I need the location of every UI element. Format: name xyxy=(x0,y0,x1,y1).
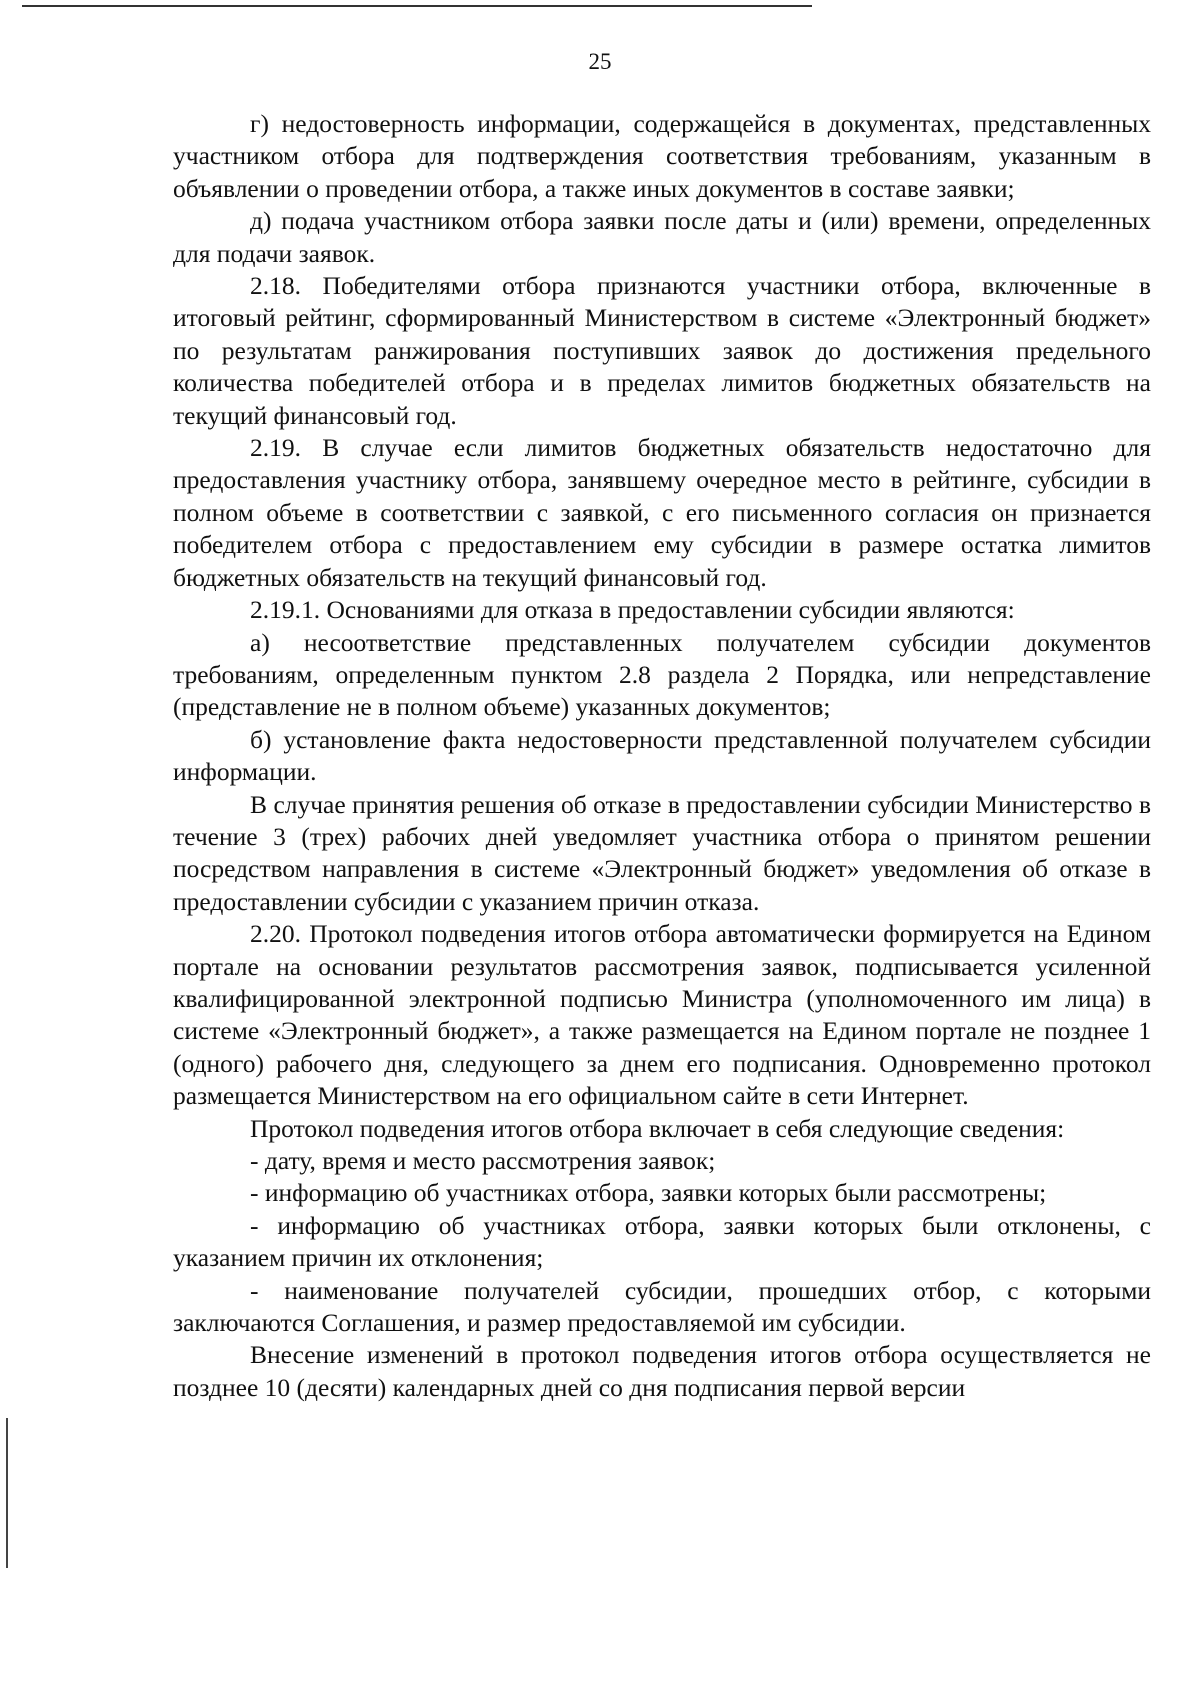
paragraph-2-20: 2.20. Протокол подведения итогов отбора автоматически формируется на Едином портале на основании результатов рассмотрения заявок, подписывается усиленной квалифицированной электронной подписью Министра (уполномоченного им лица) в системе «Электронный бюджет», а также размещается на Едином портале не позднее 1 (одного) рабочего дня, следующего за днем его подписания. Одновременно протокол размещается Министерством на его официальном сайте в сети Интернет. xyxy=(173,919,1151,1111)
left-margin-rule xyxy=(6,1418,8,1568)
paragraph-item-b: б) установление факта недостоверности представленной получателем субсидии информации. xyxy=(173,724,1151,787)
paragraph-item-d: д) подача участником отбора заявки после даты и (или) времени, определенных для подачи заявок. xyxy=(173,206,1151,268)
page-number: 25 xyxy=(588,49,612,74)
paragraph-item-a: а) несоответствие представленных получателем субсидии документов требованиям, определенным пунктом 2.8 раздела 2 Порядка, или непредставление (представление не в полном объеме) указанных документов; xyxy=(173,627,1151,722)
paragraph-2-19-1: 2.19.1. Основаниями для отказа в предоставлении субсидии являются: xyxy=(250,595,1015,625)
paragraph-protocol-contents: Протокол подведения итогов отбора включает в себя следующие сведения: xyxy=(250,1113,1065,1143)
paragraph-item-g: г) недостоверность информации, содержащейся в документах, представленных участником отбора для подтверждения соответствия требованиям, указанным в объявлении о проведении отбора, а также иных документов в составе заявки; xyxy=(173,109,1151,203)
document-body xyxy=(173,108,1151,1404)
top-scan-rule xyxy=(22,5,812,7)
paragraph-refusal-notice: В случае принятия решения об отказе в предоставлении субсидии Министерство в течение 3 (трех) рабочих дней уведомляет участника отбора о принятом решении посредством направления в системе «Электронный бюджет» уведомления об отказе в предоставлении субсидии с указанием причин отказа. xyxy=(173,789,1151,916)
list-item: - информацию об участниках отбора, заявки которых были рассмотрены; xyxy=(250,1178,1047,1208)
paragraph-2-19: 2.19. В случае если лимитов бюджетных обязательств недостаточно для предоставления участнику отбора, занявшему очередное место в рейтинге, субсидии в полном объеме в соответствии с заявкой, с его письменного согласия он признается победителем отбора с предоставлением ему субсидии в размере остатка лимитов бюджетных обязательств на текущий финансовый год. xyxy=(173,433,1151,592)
paragraph-protocol-amendments: Внесение изменений в протокол подведения итогов отбора осуществляется не позднее 10 (десяти) календарных дней со дня подписания первой версии xyxy=(173,1340,1151,1402)
list-item: - дату, время и место рассмотрения заявок; xyxy=(250,1146,716,1175)
list-item: - информацию об участниках отбора, заявки которых были отклонены, с указанием причин их отклонения; xyxy=(173,1210,1151,1273)
paragraph-2-18: 2.18. Победителями отбора признаются участники отбора, включенные в итоговый рейтинг, сформированный Министерством в системе «Электронный бюджет» по результатам ранжирования поступивших заявок до достижения предельного количества победителей отбора и в пределах лимитов бюджетных обязательств на текущий финансовый год. xyxy=(173,271,1151,430)
list-item: - наименование получателей субсидии, прошедших отбор, с которыми заключаются Соглашения, и размер предоставляемой им субсидии. xyxy=(173,1275,1151,1338)
